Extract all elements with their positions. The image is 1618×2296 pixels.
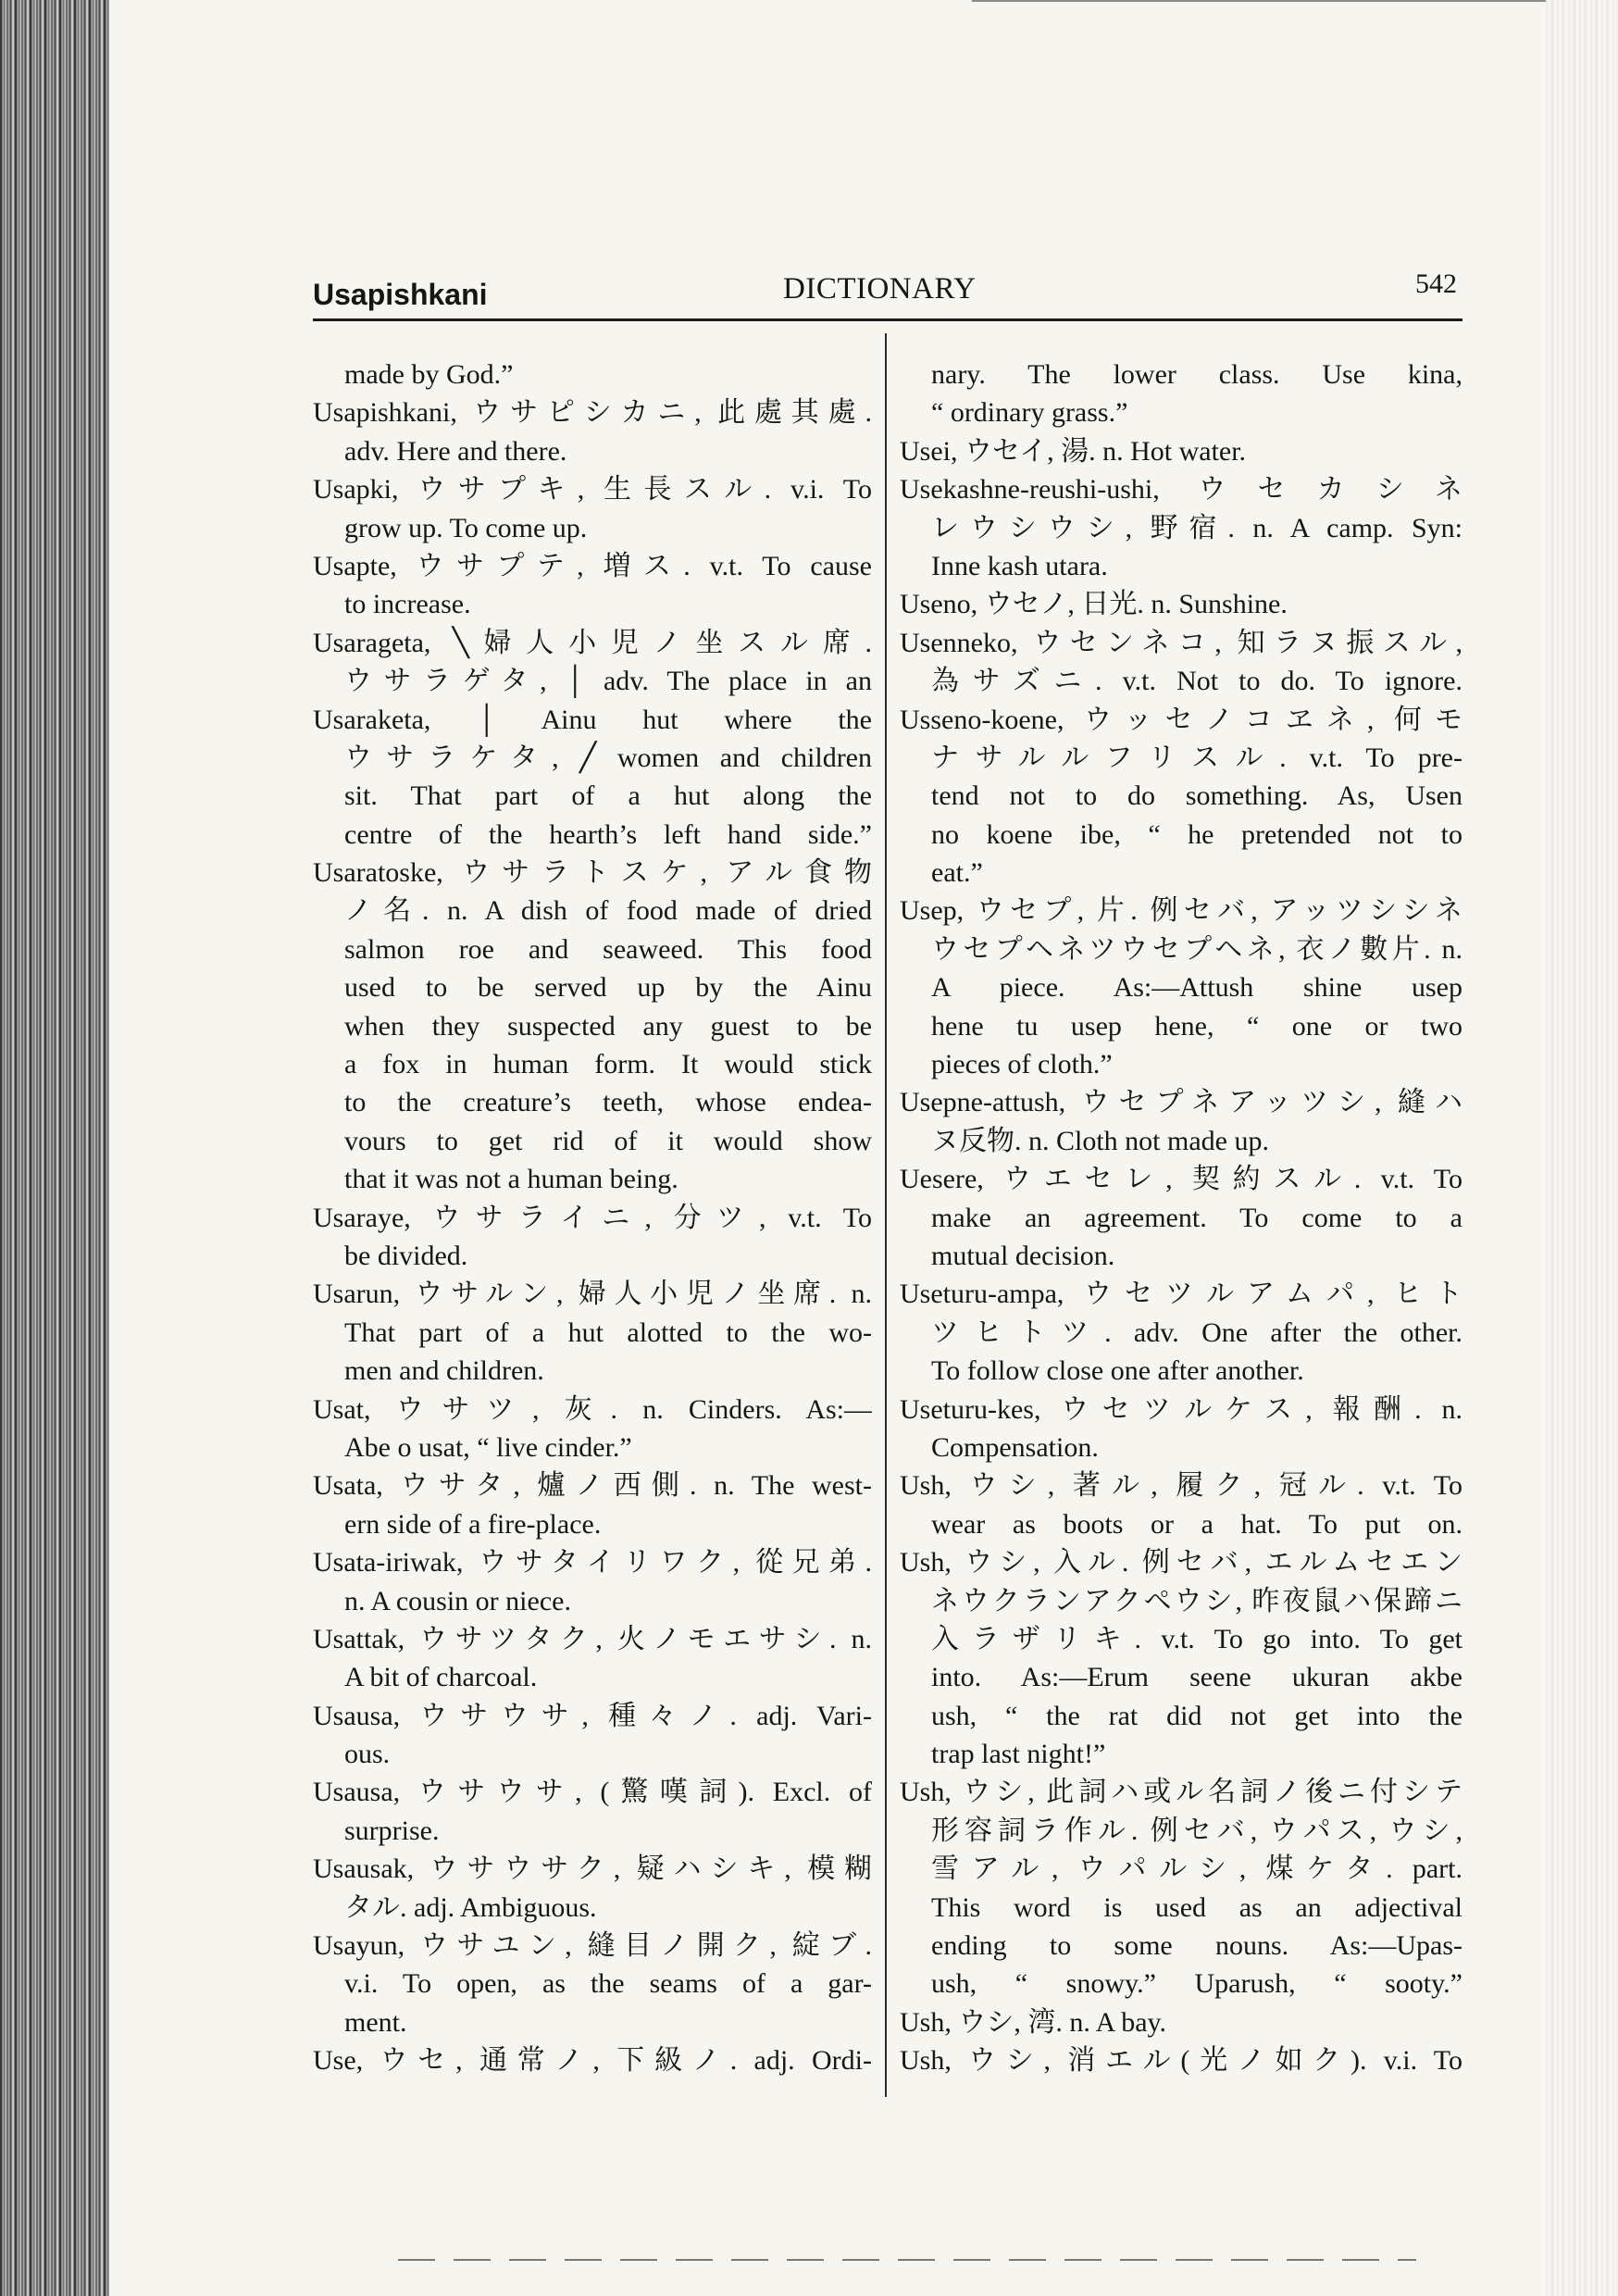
dictionary-line: trap last night!”: [931, 1739, 1106, 1770]
dictionary-line: 形容詞ラ作ル. 例セバ, ウパス, ウシ,: [931, 1815, 1462, 1846]
dictionary-line: ending to some nouns. As:—Upas-: [931, 1930, 1462, 1962]
dictionary-line: that it was not a human being.: [344, 1164, 678, 1195]
page-number: 542: [1415, 268, 1457, 299]
dictionary-line: Usapki, ウサプキ, 生長スル. v.i. To: [313, 474, 872, 505]
dictionary-line: v.i. To open, as the seams of a gar-: [344, 1968, 872, 2000]
dictionary-line: centre of the hearth’s left hand side.”: [344, 818, 872, 850]
dictionary-line: Usseno-koene, ウッセノコヱネ, 何モ: [900, 704, 1462, 735]
dictionary-line: Usapte, ウサプテ, 増ス. v.t. To cause: [313, 550, 872, 581]
dictionary-line: Usepne-attush, ウセプネアッツシ, 縫ハ: [900, 1087, 1462, 1118]
dictionary-line: To follow close one after another.: [931, 1355, 1304, 1387]
dictionary-line: Useno, ウセノ, 日光. n. Sunshine.: [900, 589, 1288, 620]
dictionary-line: That part of a hut alotted to the wo-: [344, 1316, 872, 1348]
dictionary-line: into. As:—Erum seene ukuran akbe: [931, 1662, 1462, 1693]
dictionary-line: hene tu usep hene, “ one or two: [931, 1010, 1462, 1042]
dictionary-line: タル. adj. Ambiguous.: [344, 1891, 597, 1923]
dictionary-line: ush, “ the rat did not get into the: [931, 1700, 1462, 1731]
dictionary-line: used to be served up by the Ainu: [344, 972, 872, 1004]
dictionary-line: no koene ibe, “ he pretended not to: [931, 818, 1462, 850]
dictionary-line: ウサラケタ, ╱ women and children: [344, 742, 872, 773]
book-binding-edge: [0, 0, 109, 2296]
dictionary-line: eat.”: [931, 857, 983, 889]
dictionary-line: Usausa, ウサウサ, (驚嘆詞). Excl. of: [313, 1777, 872, 1808]
dictionary-line: ous.: [344, 1739, 391, 1770]
dictionary-line: men and children.: [344, 1355, 544, 1387]
dictionary-line: Usarageta, ╲婦人小児ノ坐スル席.: [313, 627, 872, 658]
dictionary-line: Ush, ウシ, 消エル(光ノ如ク). v.i. To: [900, 2045, 1462, 2077]
header-guide-word: Usapishkani: [313, 278, 488, 311]
dictionary-line: ツヒトツ. adv. One after the other.: [931, 1316, 1462, 1348]
dictionary-line: Usausak, ウサウサク, 疑ハシキ, 模糊: [313, 1853, 872, 1885]
dictionary-line: This word is used as an adjectival: [931, 1891, 1462, 1923]
left-column: [313, 356, 872, 2096]
dictionary-line: Usata, ウサタ, 爐ノ西側. n. The west-: [313, 1470, 872, 1502]
dictionary-line: Ush, ウシ, 湾. n. A bay.: [900, 2006, 1167, 2038]
scan-top-rule: [972, 0, 1546, 2]
dictionary-line: A piece. As:—Attush shine usep: [931, 972, 1462, 1004]
dictionary-line: ノ名. n. A dish of food made of dried: [344, 895, 872, 927]
header-title: DICTIONARY: [783, 272, 977, 306]
dictionary-line: vours to get rid of it would show: [344, 1125, 872, 1156]
right-column: [900, 356, 1462, 2096]
dictionary-line: Usaraye, ウサライニ, 分ツ, v.t. To: [313, 1202, 872, 1233]
dictionary-line: salmon roe and seaweed. This food: [344, 933, 872, 965]
dictionary-line: “ ordinary grass.”: [931, 397, 1128, 429]
dictionary-line: ern side of a fire-place.: [344, 1508, 602, 1540]
dictionary-line: Inne kash utara.: [931, 550, 1108, 581]
dictionary-line: when they suspected any guest to be: [344, 1010, 872, 1042]
dictionary-line: ment.: [344, 2006, 407, 2038]
dictionary-line: ネウクランアクペウシ, 昨夜鼠ハ保蹄ニ: [931, 1585, 1462, 1616]
dictionary-line: to the creature’s teeth, whose endea-: [344, 1087, 872, 1118]
dictionary-line: Usat, ウサツ, 灰. n. Cinders. As:—: [313, 1393, 872, 1425]
dictionary-line: sit. That part of a hut along the: [344, 780, 872, 812]
dictionary-line: Use, ウセ, 通常ノ, 下級ノ. adj. Ordi-: [313, 2045, 872, 2077]
dictionary-line: Usapishkani, ウサピシカニ, 此處其處.: [313, 397, 872, 429]
dictionary-line: n. A cousin or niece.: [344, 1585, 571, 1616]
dictionary-line: レウシウシ, 野宿. n. A camp. Syn:: [931, 512, 1462, 543]
page-edge: [1544, 0, 1618, 2296]
dictionary-line: Usaraketa, │ Ainu hut where the: [313, 704, 872, 735]
dictionary-line: adv. Here and there.: [344, 435, 567, 467]
dictionary-line: a fox in human form. It would stick: [344, 1049, 872, 1080]
dictionary-line: surprise.: [344, 1815, 440, 1846]
dictionary-line: Usenneko, ウセンネコ, 知ラヌ振スル,: [900, 627, 1462, 658]
dictionary-line: Usausa, ウサウサ, 種々ノ. adj. Vari-: [313, 1700, 872, 1731]
dictionary-line: ヌ反物. n. Cloth not made up.: [931, 1125, 1269, 1156]
dictionary-line: made by God.”: [344, 359, 514, 390]
dictionary-line: tend not to do something. As, Usen: [931, 780, 1462, 812]
dictionary-line: Usarun, ウサルン, 婦人小児ノ坐席. n.: [313, 1279, 872, 1310]
dictionary-line: to increase.: [344, 589, 471, 620]
dictionary-line: Useturu-kes, ウセツルケス, 報酬. n.: [900, 1393, 1462, 1425]
dictionary-line: wear as boots or a hat. To put on.: [931, 1508, 1462, 1540]
dictionary-line: 雪アル, ウパルシ, 煤ケタ. part.: [931, 1853, 1462, 1885]
running-header: [313, 265, 1462, 320]
dictionary-line: grow up. To come up.: [344, 512, 588, 543]
dictionary-line: 為サズニ. v.t. Not to do. To ignore.: [931, 666, 1462, 697]
dictionary-line: Ush, ウシ, 此詞ハ或ル名詞ノ後ニ付シテ: [900, 1777, 1462, 1808]
dictionary-line: ウサラゲタ, │ adv. The place in an: [344, 666, 872, 697]
dictionary-line: be divided.: [344, 1240, 468, 1271]
dictionary-line: ush, “ snowy.” Uparush, “ sooty.”: [931, 1968, 1462, 2000]
dictionary-line: Usei, ウセイ, 湯. n. Hot water.: [900, 435, 1247, 467]
dictionary-line: Ush, ウシ, 入ル. 例セバ, エルムセエン: [900, 1547, 1462, 1578]
dictionary-line: Abe o usat, “ live cinder.”: [344, 1431, 632, 1463]
dictionary-line: Uesere, ウエセレ, 契約スル. v.t. To: [900, 1164, 1462, 1195]
dictionary-line: nary. The lower class. Use kina,: [931, 359, 1462, 390]
dictionary-line: Usekashne-reushi-ushi, ウセカシネ: [900, 474, 1462, 505]
column-divider: [885, 333, 887, 2097]
dictionary-line: Useturu-ampa, ウセツルアムパ, ヒト: [900, 1279, 1462, 1310]
dictionary-line: Ush, ウシ, 著ル, 履ク, 冠ル. v.t. To: [900, 1470, 1462, 1502]
dictionary-line: 入ラザリキ. v.t. To go into. To get: [931, 1623, 1462, 1654]
dictionary-line: mutual decision.: [931, 1240, 1115, 1271]
dictionary-line: ウセプヘネツウセプヘネ, 衣ノ數片. n.: [931, 933, 1462, 965]
dictionary-line: Usayun, ウサユン, 縫目ノ開ク, 綻ブ.: [313, 1930, 872, 1962]
dictionary-line: Usep, ウセプ, 片. 例セバ, アッツシシネ: [900, 895, 1462, 927]
header-rule: [313, 318, 1462, 321]
dictionary-line: Usattak, ウサツタク, 火ノモエサシ. n.: [313, 1623, 872, 1654]
dictionary-line: Usata-iriwak, ウサタイリワク, 從兄弟.: [313, 1547, 872, 1578]
dictionary-line: Usaratoske, ウサラトスケ, アル食物: [313, 857, 872, 889]
scan-bottom-rule: [398, 2259, 1416, 2261]
dictionary-line: pieces of cloth.”: [931, 1049, 1113, 1080]
dictionary-line: make an agreement. To come to a: [931, 1202, 1462, 1233]
dictionary-line: A bit of charcoal.: [344, 1662, 538, 1693]
dictionary-line: ナサルルフリスル. v.t. To pre-: [931, 742, 1462, 773]
dictionary-line: Compensation.: [931, 1431, 1099, 1463]
